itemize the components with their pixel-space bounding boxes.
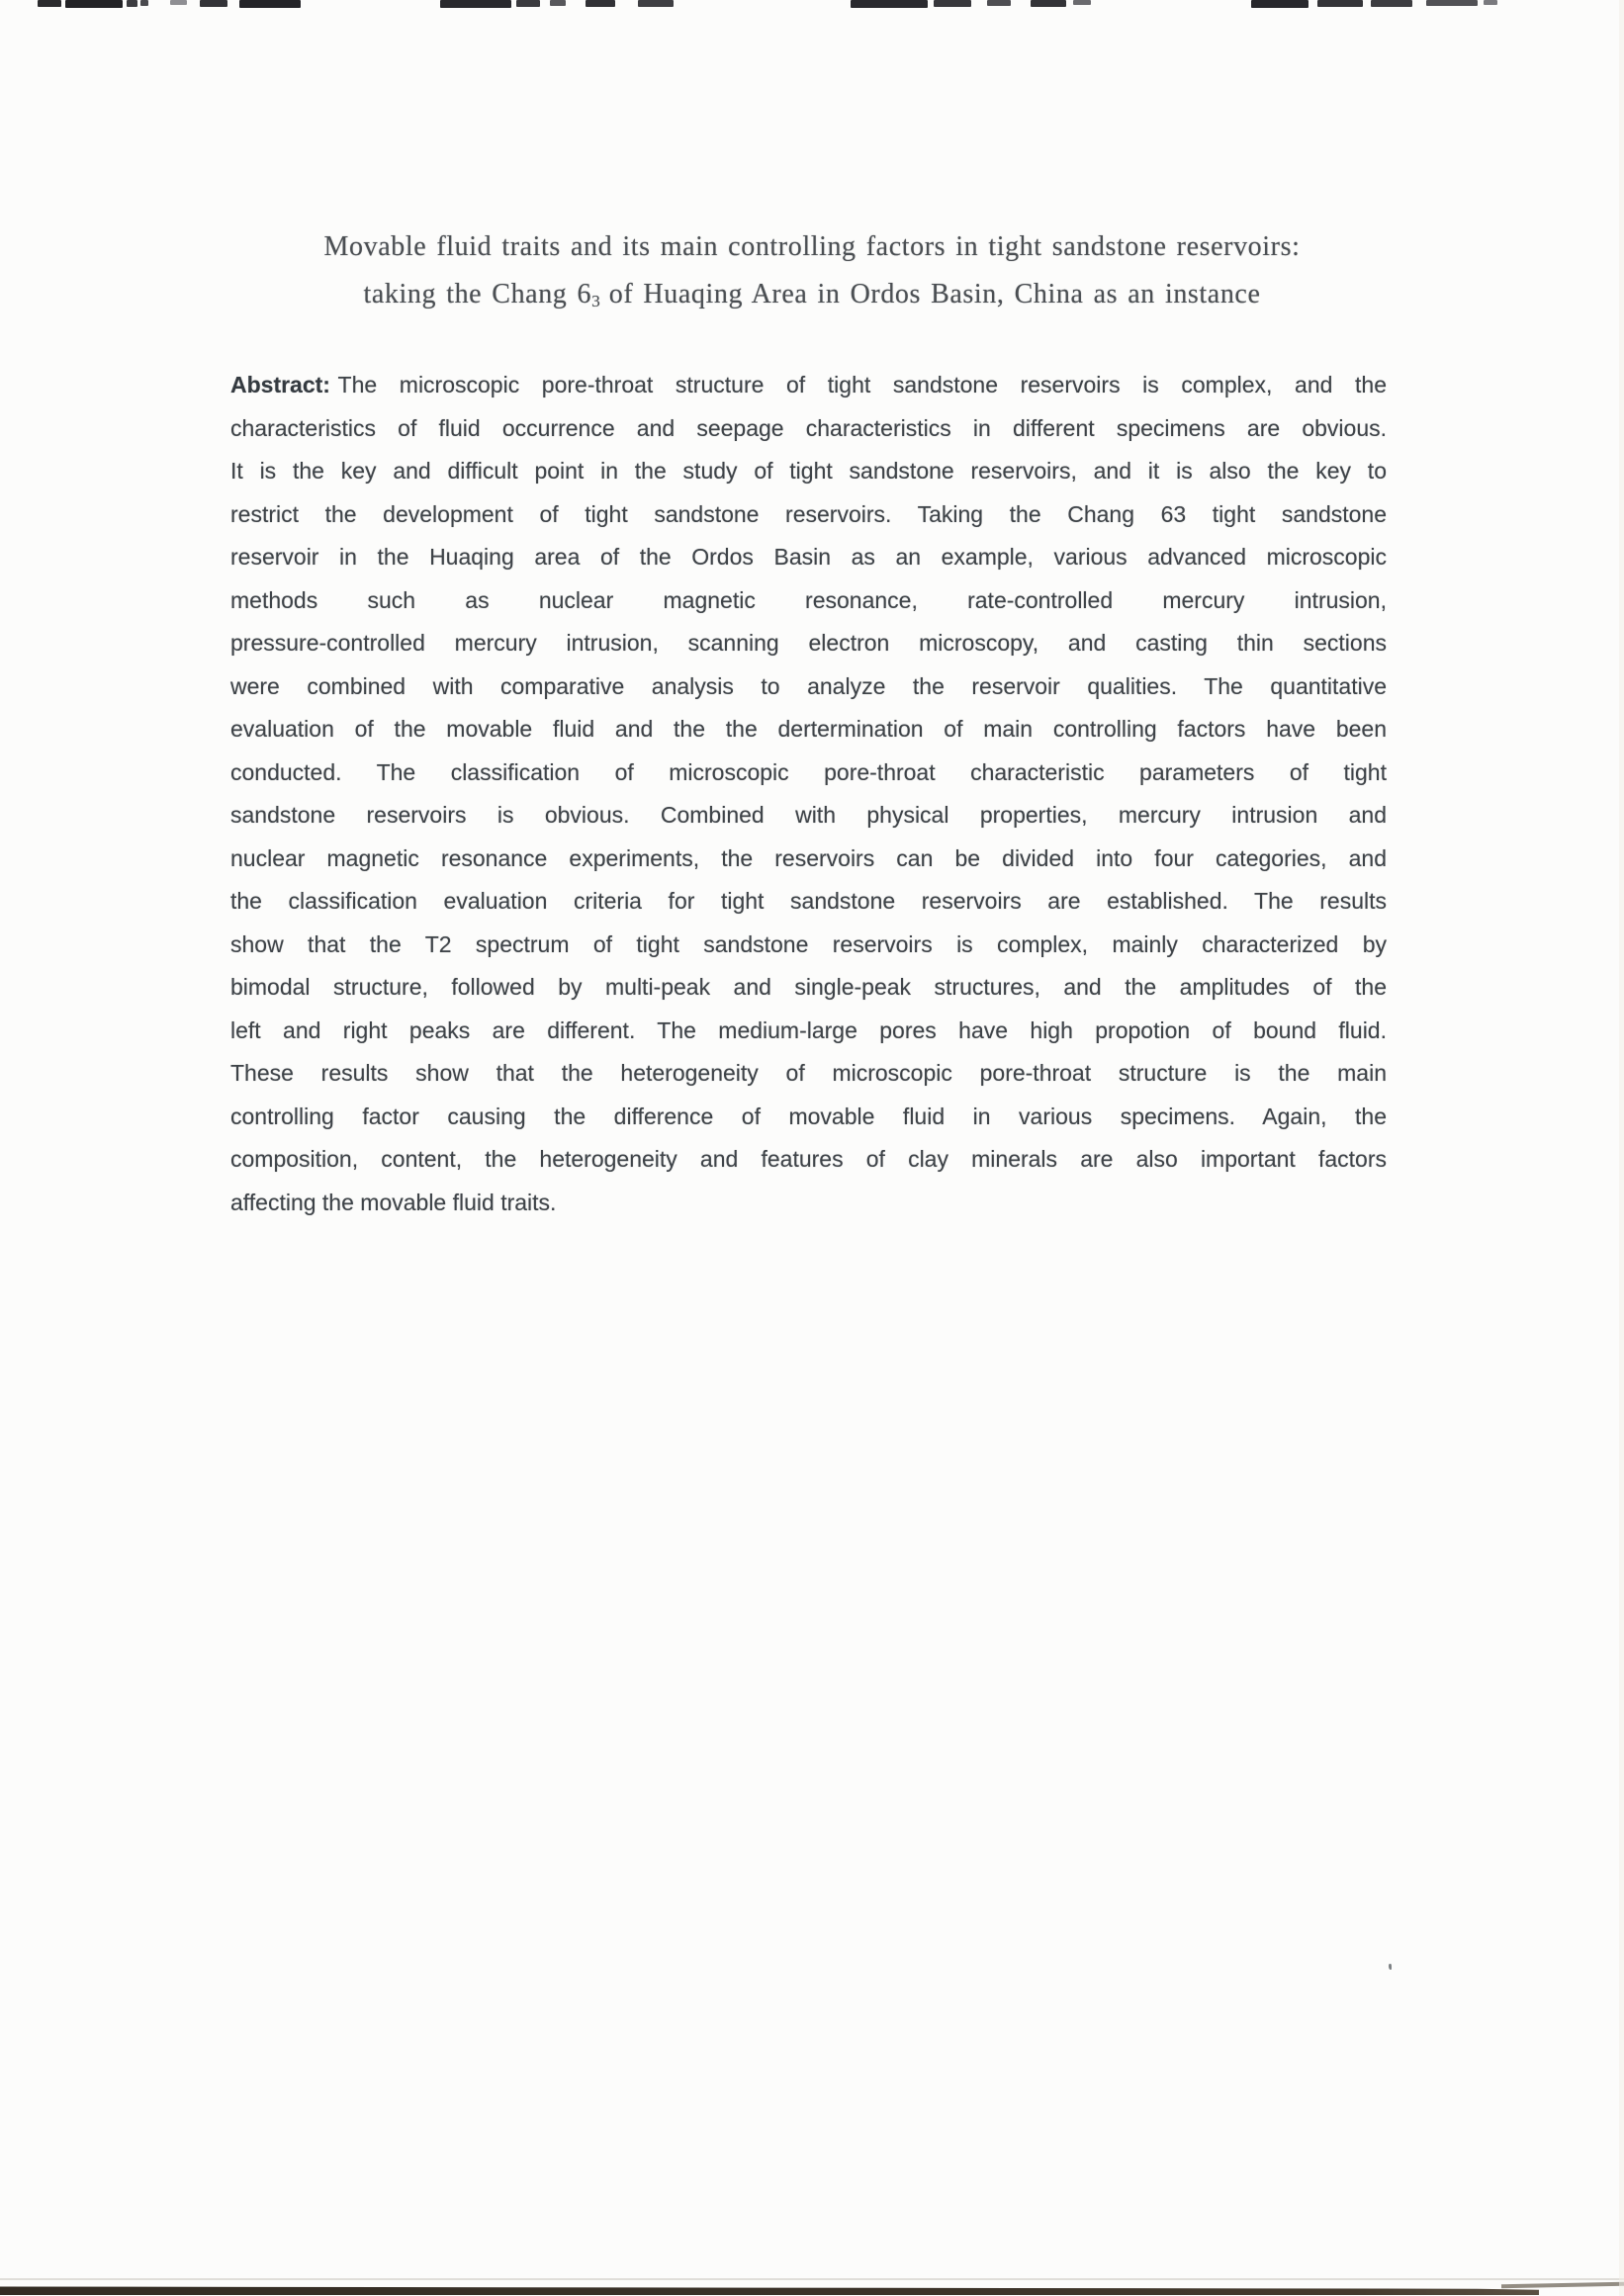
abstract-line: the classification evaluation criteria for tight sandstone reservoirs are established. The results: [230, 888, 1387, 914]
abstract-line: bimodal structure, followed by multi-peak and single-peak structures, and the amplitudes of the: [230, 974, 1387, 1000]
scan-dash: [1484, 0, 1497, 5]
scan-dash: [987, 0, 1011, 6]
scan-dash: [1317, 0, 1363, 7]
abstract-line: controlling factor causing the difference of movable fluid in various specimens. Again, the: [230, 1103, 1387, 1129]
scan-dash: [1371, 0, 1412, 7]
abstract-line: characteristics of fluid occurrence and seepage characteristics in different specimens are obvious.: [230, 414, 1387, 441]
abstract-line: were combined with comparative analysis to analyze the reservoir qualities. The quantitative: [230, 672, 1387, 699]
paper-title-line1: Movable fluid traits and its main controlling factors in tight sandstone reservoirs:: [323, 231, 1301, 262]
scan-dash: [140, 0, 148, 6]
abstract-paragraph: [230, 364, 1387, 1224]
abstract-line: affecting the movable fluid traits.: [230, 1189, 557, 1215]
scan-dash: [65, 0, 123, 8]
scan-artifact-bottom-tail: [1501, 2282, 1624, 2289]
paper-title-line2: [0, 271, 1624, 318]
scan-dash: [440, 0, 511, 8]
scan-dash: [516, 0, 540, 7]
scan-dash: [586, 0, 615, 7]
abstract-line: [230, 364, 1387, 407]
scan-dash: [1251, 0, 1308, 8]
abstract-line: pressure-controlled mercury intrusion, scanning electron microscopy, and casting thin sections: [230, 630, 1387, 656]
paper-title: [0, 223, 1624, 318]
abstract-line: methods such as nuclear magnetic resonance, rate-controlled mercury intrusion,: [230, 586, 1387, 613]
title-subscript: 3: [591, 291, 601, 310]
title-line2-pre: taking the Chang 6: [363, 279, 592, 309]
scan-artifact-top: [0, 0, 1624, 12]
abstract-line: These results show that the heterogeneity of microscopic pore-throat structure is the main: [230, 1060, 1387, 1086]
abstract-line: left and right peaks are different. The medium-large pores have high propotion of bound fluid.: [230, 1016, 1387, 1043]
abstract-line: nuclear magnetic resonance experiments, the reservoirs can be divided into four categories, and: [230, 844, 1387, 871]
abstract-line: conducted. The classification of microscopic pore-throat characteristic parameters of tight: [230, 758, 1387, 785]
scan-speck: [1389, 1964, 1392, 1970]
scan-artifact-bottom-strip: [0, 2286, 1539, 2295]
scan-dash: [851, 0, 928, 8]
scan-dash: [934, 0, 971, 7]
scan-dash: [1031, 0, 1066, 7]
abstract-line: It is the key and difficult point in the study of tight sandstone reservoirs, and it is also the key to: [230, 458, 1387, 484]
scan-dash: [1073, 0, 1091, 5]
scan-dash: [1426, 0, 1478, 6]
scan-artifact-bottom-faint-line: [0, 2278, 1624, 2280]
scan-dash: [638, 0, 674, 7]
abstract-text: The microscopic pore-throat structure of tight sandstone reservoirs is complex, and the: [337, 372, 1387, 397]
scan-dash: [239, 0, 301, 8]
scan-dash: [170, 0, 187, 5]
scan-dash: [127, 0, 137, 7]
abstract-line: restrict the development of tight sandstone reservoirs. Taking the Chang 63 tight sandstone: [230, 500, 1387, 527]
page-edge-shadow: [1619, 0, 1624, 2296]
abstract-line: show that the T2 spectrum of tight sandstone reservoirs is complex, mainly characterized by: [230, 930, 1387, 957]
abstract-line: sandstone reservoirs is obvious. Combined with physical properties, mercury intrusion and: [230, 802, 1387, 828]
scan-dash: [200, 0, 227, 7]
abstract-line: evaluation of the movable fluid and the the dertermination of main controlling factors have been: [230, 716, 1387, 742]
scan-dash: [550, 0, 566, 6]
scan-dash: [38, 0, 61, 7]
abstract-label: Abstract:: [230, 372, 330, 397]
title-line2-post: of Huaqing Area in Ordos Basin, China as an instance: [608, 279, 1261, 309]
abstract-line: composition, content, the heterogeneity and features of clay minerals are also important factors: [230, 1146, 1387, 1172]
abstract-line: reservoir in the Huaqing area of the Ordos Basin as an example, various advanced microscopic: [230, 544, 1387, 570]
